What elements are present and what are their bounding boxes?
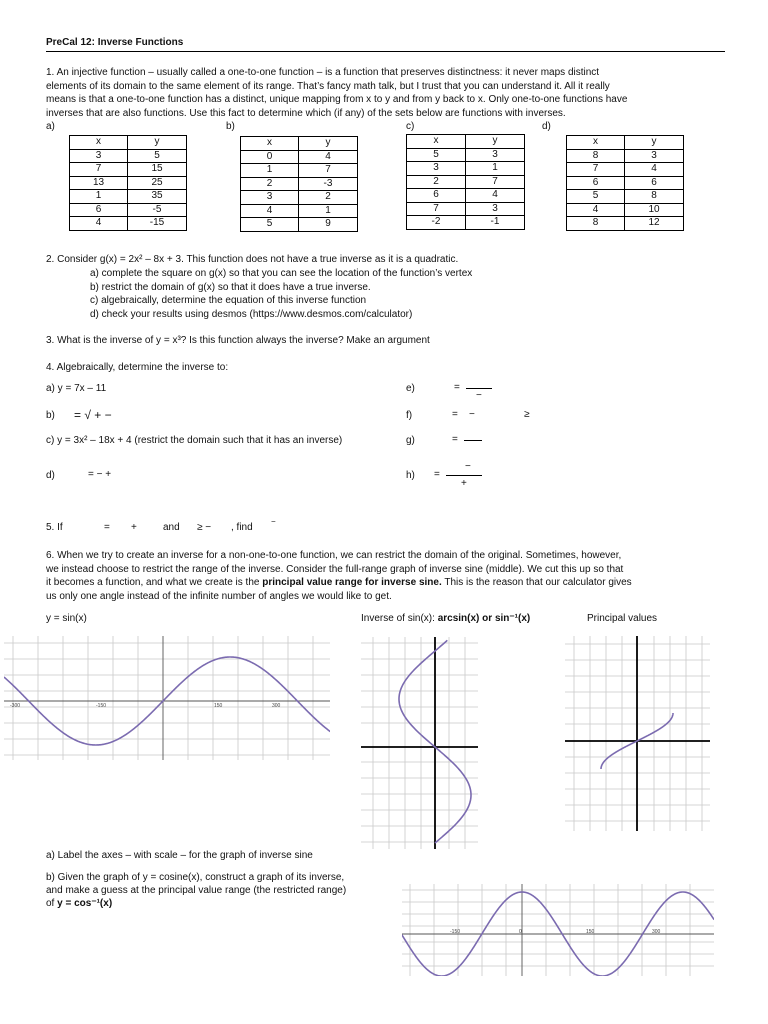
q4-f-ge: ≥ <box>524 409 530 420</box>
cos-tick-label: -150 <box>450 929 461 935</box>
table-row <box>70 190 187 204</box>
table-cell: 3 <box>466 148 525 162</box>
q4-h-label: h) <box>406 470 415 481</box>
table-cell: 3 <box>407 162 466 176</box>
table-cell: 8 <box>625 190 684 204</box>
table-cell: 6 <box>70 203 128 217</box>
table-row <box>567 217 684 231</box>
cos-tick-label: 300 <box>652 929 661 935</box>
arcsin-grid <box>361 637 478 849</box>
title-rule <box>46 51 725 52</box>
table-cell: 7 <box>70 163 128 177</box>
table-row <box>567 190 684 204</box>
table-cell: 5 <box>241 218 299 232</box>
q2-item-d: d) check your results using desmos (https://www.desmos.com/calculator) <box>90 308 413 320</box>
q6b-cos-inverse: y = cos⁻¹(x) <box>57 898 113 909</box>
q5-tail: − <box>271 517 276 526</box>
q6-text <box>46 549 726 603</box>
table-header-cell: y <box>625 136 684 150</box>
table-cell: -5 <box>128 203 187 217</box>
q4-f-label: f) <box>406 410 413 421</box>
graph2-label <box>361 613 530 624</box>
table-header-cell: y <box>466 135 525 149</box>
graph3-label: Principal values <box>587 613 658 624</box>
graph2-label-pre: Inverse of sin(x): <box>361 613 438 624</box>
q6b-line: b) Given the graph of y = cosine(x), construct a graph of its inverse, <box>46 872 345 883</box>
q5-eq: = <box>104 522 110 533</box>
table-cell: 7 <box>299 164 358 178</box>
table-cell: 4 <box>466 189 525 203</box>
q6b-line-3-pre: of <box>46 898 58 909</box>
q4-e-minus: − <box>476 390 482 401</box>
table-cell: 6 <box>625 176 684 190</box>
table-row <box>567 163 684 177</box>
q1-line: elements of its domain to the same element of its range. That’s fancy math talk, but I trust that you can understand it. All it really <box>46 80 610 92</box>
page-title: PreCal 12: Inverse Functions <box>46 37 184 48</box>
table-header-cell: x <box>567 136 625 150</box>
q2-items <box>90 267 472 321</box>
q2-item-a: a) complete the square on g(x) so that you can see the location of the function’s vertex <box>90 268 473 279</box>
table-cell: 1 <box>241 164 299 178</box>
table-row <box>70 203 187 217</box>
table-cell: 3 <box>625 149 684 163</box>
table-cell: 4 <box>299 150 358 164</box>
q5-ge: ≥ − <box>197 522 212 533</box>
table-row <box>567 149 684 163</box>
q4-b-expr: = √ + − <box>74 408 112 422</box>
arcsin-full-graph <box>361 637 478 849</box>
table-row <box>407 189 525 203</box>
table-cell: 7 <box>466 175 525 189</box>
q4-h-numerator: − <box>465 461 471 472</box>
table-cell: 9 <box>299 218 358 232</box>
q4-f-expr: = − <box>452 409 475 420</box>
table-row <box>407 216 525 230</box>
q1-line: inverses that are also functions. Use this fact to determine which (if any) of the sets below are functions with inverses. <box>46 107 566 119</box>
q6-principal-bold: principal value range for inverse sine. <box>262 577 442 588</box>
graph1-label: y = sin(x) <box>46 613 87 624</box>
table-header-row <box>241 137 358 151</box>
q5-plus: + <box>131 522 137 533</box>
cos-graph <box>402 884 714 976</box>
q4-g-bar <box>464 440 482 441</box>
table-cell: 8 <box>567 149 625 163</box>
table-cell: 5 <box>407 148 466 162</box>
table-header-row <box>70 136 187 150</box>
table-a <box>69 135 187 231</box>
cos-tick-label: 150 <box>586 929 595 935</box>
table-cell: -3 <box>299 177 358 191</box>
q4-e-label: e) <box>406 383 415 394</box>
table-cell: 8 <box>567 217 625 231</box>
table-row <box>407 162 525 176</box>
table-cell: 5 <box>128 149 187 163</box>
table-cell: 7 <box>567 163 625 177</box>
q5-and: and <box>163 522 180 533</box>
table-row <box>241 177 358 191</box>
q2-item-b: b) restrict the domain of g(x) so that it does have a true inverse. <box>90 281 371 293</box>
table-row <box>70 163 187 177</box>
table-cell: 25 <box>128 176 187 190</box>
table-row <box>241 150 358 164</box>
table-cell: 1 <box>466 162 525 176</box>
sin-tick-label: 300 <box>272 703 281 709</box>
table-c-label: c) <box>406 121 415 132</box>
table-cell: 0 <box>241 150 299 164</box>
q6-line-3a: it becomes a function, and what we create is the <box>46 577 263 588</box>
table-c <box>406 134 525 230</box>
table-header-cell: y <box>299 137 358 151</box>
table-cell: -2 <box>407 216 466 230</box>
table-cell: 1 <box>299 204 358 218</box>
q6-line: we instead choose to restrict the range of the inverse. Consider the full-range graph of inverse sine (middle). We cut this up so that <box>46 563 624 575</box>
q4-e-expr: = <box>454 382 460 393</box>
q4-intro: 4. Algebraically, determine the inverse to: <box>46 362 229 373</box>
table-row <box>567 176 684 190</box>
table-cell: 2 <box>407 175 466 189</box>
table-cell: 13 <box>70 176 128 190</box>
sin-tick-label: -150 <box>96 703 107 709</box>
table-cell: -1 <box>466 216 525 230</box>
q4-h-expr: = <box>434 469 440 480</box>
table-b <box>240 136 358 232</box>
q5-label: 5. If <box>46 522 63 533</box>
table-cell: 2 <box>241 177 299 191</box>
table-row <box>407 148 525 162</box>
q4-c: c) y = 3x² – 18x + 4 (restrict the domain such that it has an inverse) <box>46 435 343 446</box>
table-d-label: d) <box>542 121 551 132</box>
table-a-label: a) <box>46 121 55 132</box>
q1-line: 1. An injective function – usually called a one-to-one function – is a function that preserves distinctness: it never maps distinct <box>46 67 600 78</box>
table-cell: -15 <box>128 217 187 231</box>
table-cell: 2 <box>299 191 358 205</box>
q4-d-expr: = − + <box>88 469 112 480</box>
principal-values-graph <box>565 636 710 831</box>
cos-tick-label: 0 <box>519 929 522 935</box>
table-header-cell: y <box>128 136 187 150</box>
table-cell: 3 <box>466 202 525 216</box>
table-header-cell: x <box>70 136 128 150</box>
table-cell: 6 <box>407 189 466 203</box>
table-header-row <box>407 135 525 149</box>
table-row <box>241 191 358 205</box>
q6b-text <box>46 871 386 910</box>
q4-e-fraction-bar <box>466 388 492 389</box>
q6a-text: a) Label the axes – with scale – for the graph of inverse sine <box>46 850 313 861</box>
q4-b-label: b) <box>46 410 55 421</box>
q6b-line: and make a guess at the principal value range (the restricted range) <box>46 885 347 896</box>
q4-a: a) y = 7x – 11 <box>46 383 107 394</box>
q1-text <box>46 66 726 120</box>
q6-line-3 <box>46 576 726 590</box>
sin-tick-label: 150 <box>214 703 223 709</box>
sin-tick-label: -300 <box>10 703 21 709</box>
cos-grid <box>402 884 714 976</box>
table-cell: 3 <box>70 149 128 163</box>
table-header-cell: x <box>407 135 466 149</box>
q6-line: us only one angle instead of the infinite number of angles we would like to get. <box>46 590 392 602</box>
table-cell: 4 <box>241 204 299 218</box>
graph2-label-bold: arcsin(x) or sin⁻¹(x) <box>437 613 531 624</box>
q2-intro: 2. Consider g(x) = 2x² – 8x + 3. This function does not have a true inverse as it is a quadratic. <box>46 254 459 265</box>
table-cell: 4 <box>70 217 128 231</box>
table-row <box>241 218 358 232</box>
table-cell: 12 <box>625 217 684 231</box>
table-row <box>70 217 187 231</box>
table-row <box>241 164 358 178</box>
table-cell: 7 <box>407 202 466 216</box>
table-b-label: b) <box>226 121 235 132</box>
table-cell: 10 <box>625 203 684 217</box>
q4-g-label: g) <box>406 435 415 446</box>
table-cell: 4 <box>567 203 625 217</box>
table-row <box>567 203 684 217</box>
table-cell: 3 <box>241 191 299 205</box>
table-cell: 6 <box>567 176 625 190</box>
table-header-cell: x <box>241 137 299 151</box>
table-header-row <box>567 136 684 150</box>
q4-h-bar <box>446 475 482 476</box>
q4-g-expr: = <box>452 434 458 445</box>
table-cell: 35 <box>128 190 187 204</box>
table-d <box>566 135 684 231</box>
sin-graph <box>4 636 330 760</box>
table-cell: 15 <box>128 163 187 177</box>
table-row <box>70 176 187 190</box>
table-row <box>70 149 187 163</box>
table-row <box>407 175 525 189</box>
table-cell: 4 <box>625 163 684 177</box>
q3-text: 3. What is the inverse of y = x³? Is this function always the inverse? Make an argument <box>46 335 430 346</box>
table-row <box>241 204 358 218</box>
q6-line-3b: This is the reason that our calculator gives <box>441 577 632 588</box>
q6b-line-3 <box>46 897 386 910</box>
table-row <box>407 202 525 216</box>
q2-item-c: c) algebraically, determine the equation of this inverse function <box>90 295 367 306</box>
table-cell: 1 <box>70 190 128 204</box>
q4-h-denominator: + <box>461 478 467 489</box>
q5-find: , find <box>231 522 253 533</box>
q4-d-label: d) <box>46 470 55 481</box>
q6-line: 6. When we try to create an inverse for a non-one-to-one function, we can restrict the domain of the original. Sometimes, however, <box>46 550 622 561</box>
table-cell: 5 <box>567 190 625 204</box>
q1-line: means is that a one-to-one function has a distinct, unique mapping from x to y and from y back to x. Only one-to-one functions have <box>46 94 628 105</box>
